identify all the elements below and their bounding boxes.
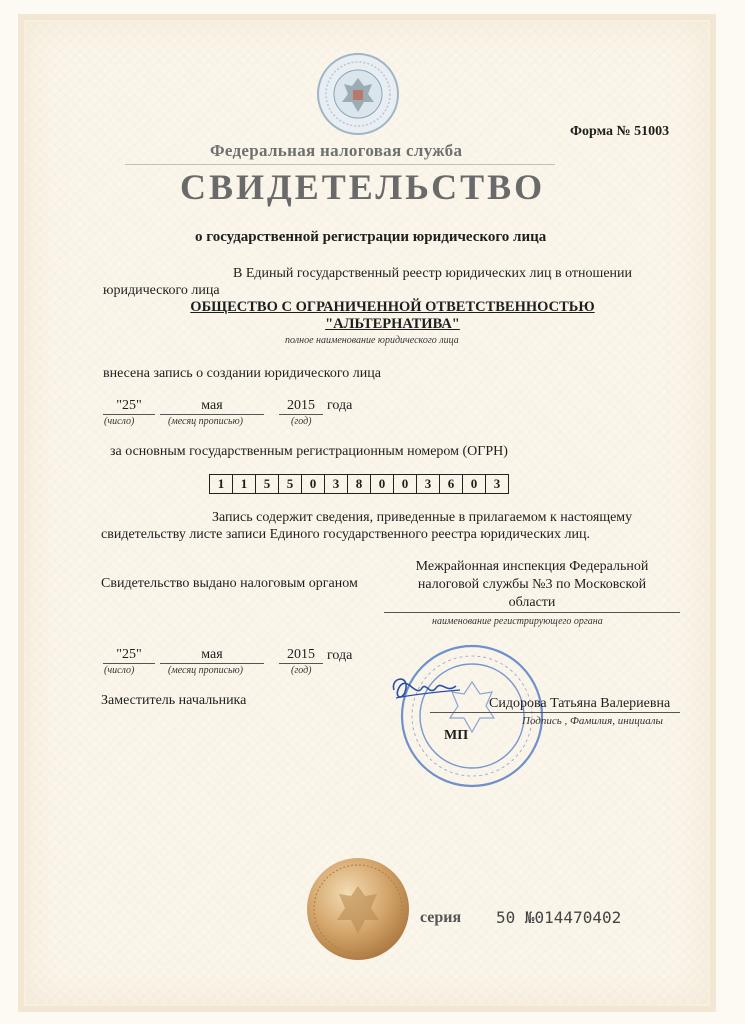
record-note-line-2: свидетельству листе записи Единого государственного реестра юридических лиц. — [101, 527, 590, 542]
signature-caption: Подпись , Фамилия, инициалы — [522, 715, 663, 727]
ogrn-number-boxes — [209, 474, 509, 494]
form-number: Форма № 51003 — [570, 124, 670, 139]
ogrn-digit: 3 — [325, 475, 348, 493]
ogrn-digit: 0 — [371, 475, 394, 493]
coat-of-arms-emblem — [316, 52, 400, 136]
registration-month: мая — [160, 398, 264, 415]
ogrn-digit: 0 — [463, 475, 486, 493]
issuer-caption: наименование регистрирующего органа — [432, 616, 603, 627]
service-underline — [125, 164, 555, 165]
registration-day: "25" — [103, 398, 155, 415]
ogrn-digit: 5 — [279, 475, 302, 493]
intro-line-2: юридического лица — [103, 283, 220, 298]
registration-year: 2015 — [279, 398, 323, 415]
signatory-name: Сидорова Татьяна Валериевна — [489, 696, 671, 711]
gold-hologram-seal — [305, 856, 411, 962]
issue-month: мая — [160, 647, 264, 664]
registration-year-suffix: года — [327, 398, 353, 413]
issue-day-caption: (число) — [104, 665, 135, 676]
issuer-name-line-3: области — [508, 595, 556, 610]
ogrn-digit: 1 — [210, 475, 233, 493]
intro-line-1: В Единый государственный реестр юридических лиц в отношении — [233, 266, 633, 281]
handwritten-signature — [386, 668, 466, 718]
series-label: серия — [420, 909, 462, 926]
organization-name-line-2: "АЛЬТЕРНАТИВА" — [325, 316, 460, 332]
document-title: СВИДЕТЕЛЬСТВО — [180, 167, 546, 207]
ogrn-digit: 8 — [348, 475, 371, 493]
issue-year-suffix: года — [327, 648, 353, 663]
signature-line — [430, 712, 680, 713]
issuer-underline — [384, 612, 680, 613]
ogrn-digit: 3 — [493, 476, 501, 491]
issue-year: 2015 — [279, 647, 323, 664]
entry-made-text: внесена запись о создании юридического лица — [103, 366, 381, 381]
ogrn-intro: за основным государственным регистрационным номером (ОГРН) — [110, 444, 508, 459]
registration-day-caption: (число) — [104, 416, 135, 427]
registration-year-caption: (год) — [291, 416, 312, 427]
document-subtitle: о государственной регистрации юридического лица — [195, 229, 547, 245]
ogrn-digit: 1 — [233, 475, 256, 493]
stamp-place-mark: МП — [444, 728, 469, 743]
organization-name-caption: полное наименование юридического лица — [285, 335, 459, 346]
issue-day: "25" — [103, 647, 155, 664]
issue-year-caption: (год) — [291, 665, 312, 676]
issuer-name-line-2: налоговой службы №3 по Московской — [417, 577, 647, 592]
issuer-name-line-1: Межрайонная инспекция Федеральной — [415, 559, 649, 574]
signatory-position: Заместитель начальника — [101, 693, 247, 708]
series-number: 50 №014470402 — [496, 908, 622, 927]
service-name: Федеральная налоговая служба — [210, 141, 463, 160]
registration-month-caption: (месяц прописью) — [168, 416, 243, 427]
issue-month-caption: (месяц прописью) — [168, 665, 243, 676]
ogrn-digit: 6 — [440, 475, 463, 493]
issuer-label: Свидетельство выдано налоговым органом — [101, 576, 358, 591]
ogrn-digit: 5 — [256, 475, 279, 493]
ogrn-digit: 3 — [417, 475, 440, 493]
ogrn-digit: 0 — [302, 475, 325, 493]
ogrn-digit: 0 — [394, 475, 417, 493]
record-note-line-1: Запись содержит сведения, приведенные в прилагаемом к настоящему — [212, 510, 633, 525]
organization-name-line-1: ОБЩЕСТВО С ОГРАНИЧЕННОЙ ОТВЕТСТВЕННОСТЬЮ — [190, 299, 595, 315]
